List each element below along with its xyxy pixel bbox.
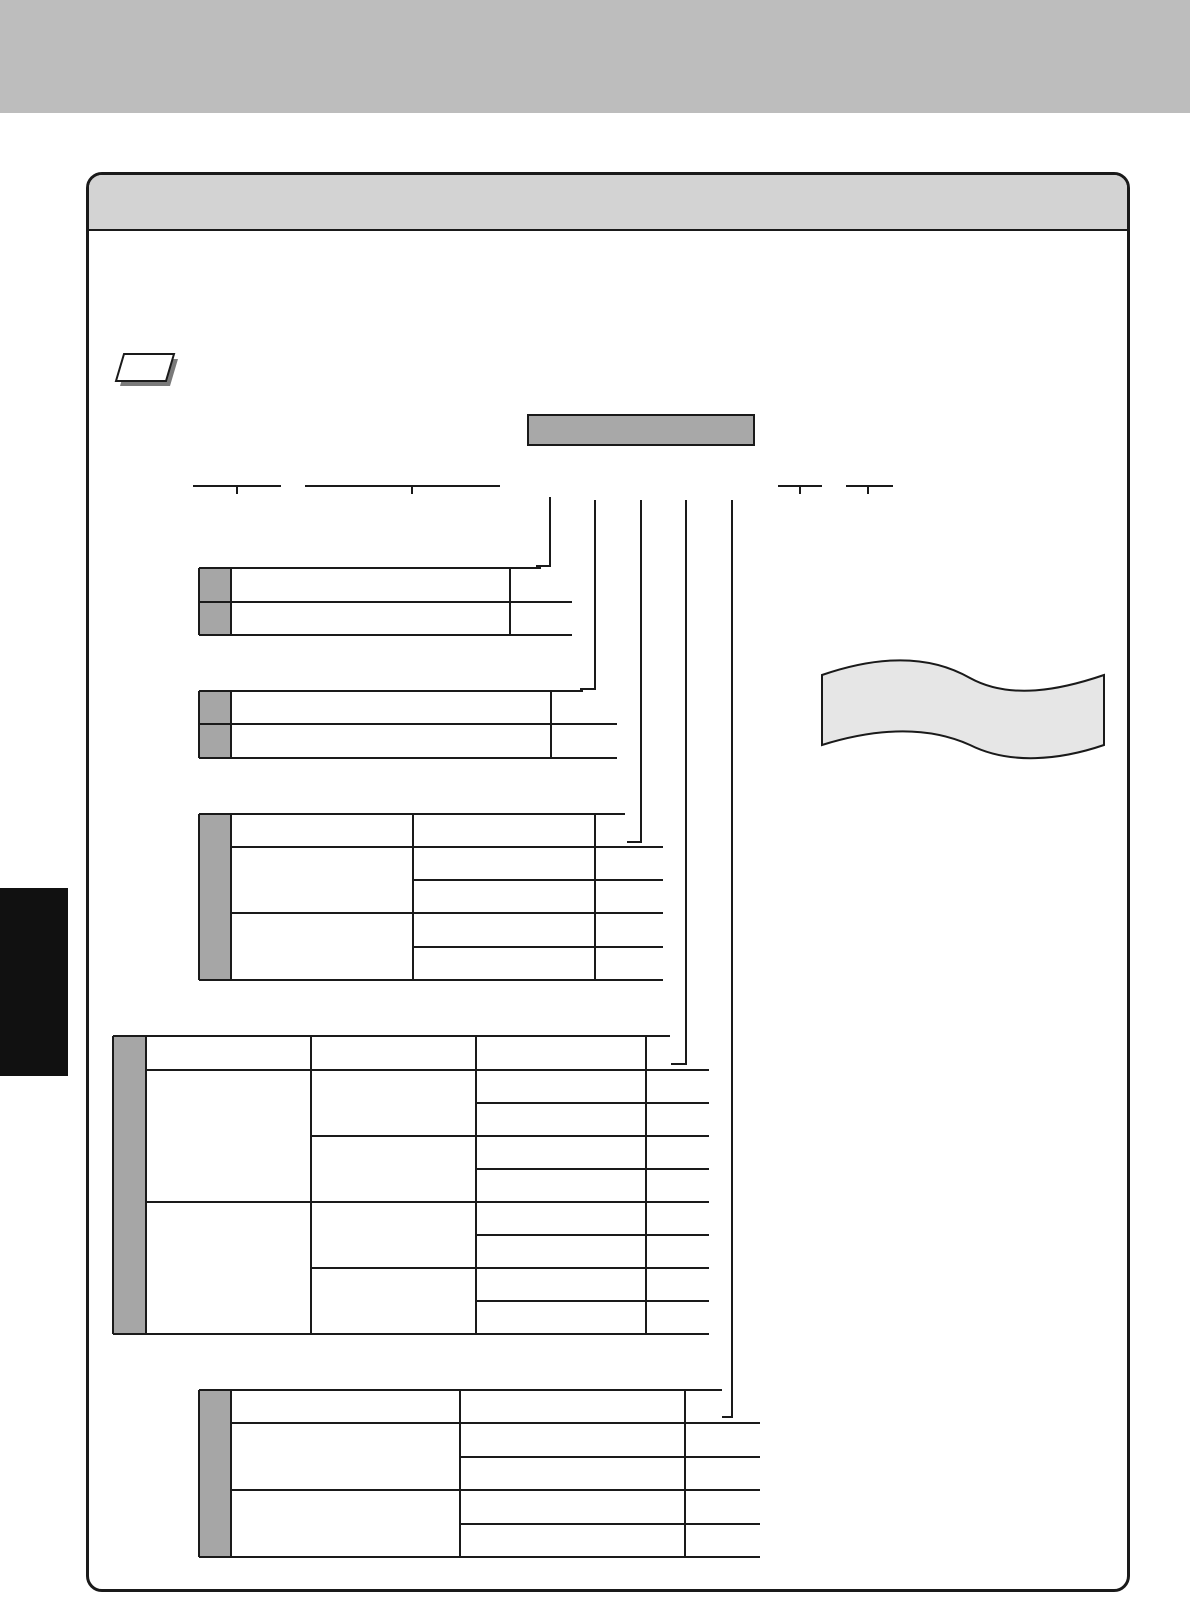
table-4: [113, 1036, 709, 1334]
table-1: [199, 568, 572, 635]
format-bar: [528, 415, 754, 445]
wave-note-shape: [822, 660, 1104, 758]
note-card-icon: [116, 354, 178, 386]
table-5: [199, 1390, 760, 1557]
digit-group-markers: [193, 486, 893, 494]
table-3: [199, 814, 663, 980]
table-2: [199, 691, 617, 758]
